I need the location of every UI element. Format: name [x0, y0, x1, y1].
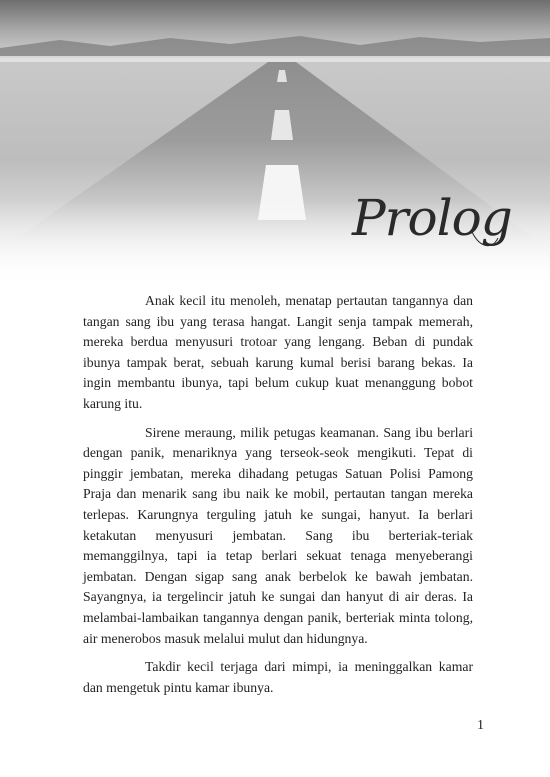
paragraph-1: Anak kecil itu menoleh, menatap pertautan tangannya dan tangan sang ibu yang terasa hangat. Langit senja tampak memerah, mereka berdua menyusuri trotoar yang lengang. Beban di pundak ibunya tampak berat, sebuah karung kumal berisi barang bekas. Ia ingin membantu ibunya, tapi belum cukup kuat menanggung bobot karung itu.: [83, 293, 473, 411]
paragraph-2: Sirene meraung, milik petugas keamanan. Sang ibu berlari dengan panik, menariknya yang terseok-seok mengikuti. Tepat di pinggir jembatan, mereka dihadang petugas Satuan Polisi Pamong Praja dan menarik sang ibu naik ke mobil, pertautan tangan mereka terlepas. Karungnya terguling jatuh ke sungai, hanyut. Ia berlari ketakutan menyusuri jembatan. Sang ibu berteriak-teriak memanggilnya, tapi ia tetap berlari sekuat tenaga menyeberangi jembatan. Dengan sigap sang anak berbelok ke bawah jembatan. Sayangnya, ia tergelincir jatuh ke sungai dan hanyut di air deras. Ia melambai-lambaikan tangannya dengan panik, berteriak minta tolong, air menerobos masuk melalui mulut dan hidungnya.: [83, 424, 473, 646]
body-text: [83, 291, 473, 698]
page-number: 1: [477, 718, 484, 733]
chapter-title: Prolog: [352, 189, 512, 247]
paragraph-3: Takdir kecil terjaga dari mimpi, ia meninggalkan kamar dan mengetuk pintu kamar ibunya.: [83, 659, 473, 695]
title-flourish: [470, 228, 500, 250]
